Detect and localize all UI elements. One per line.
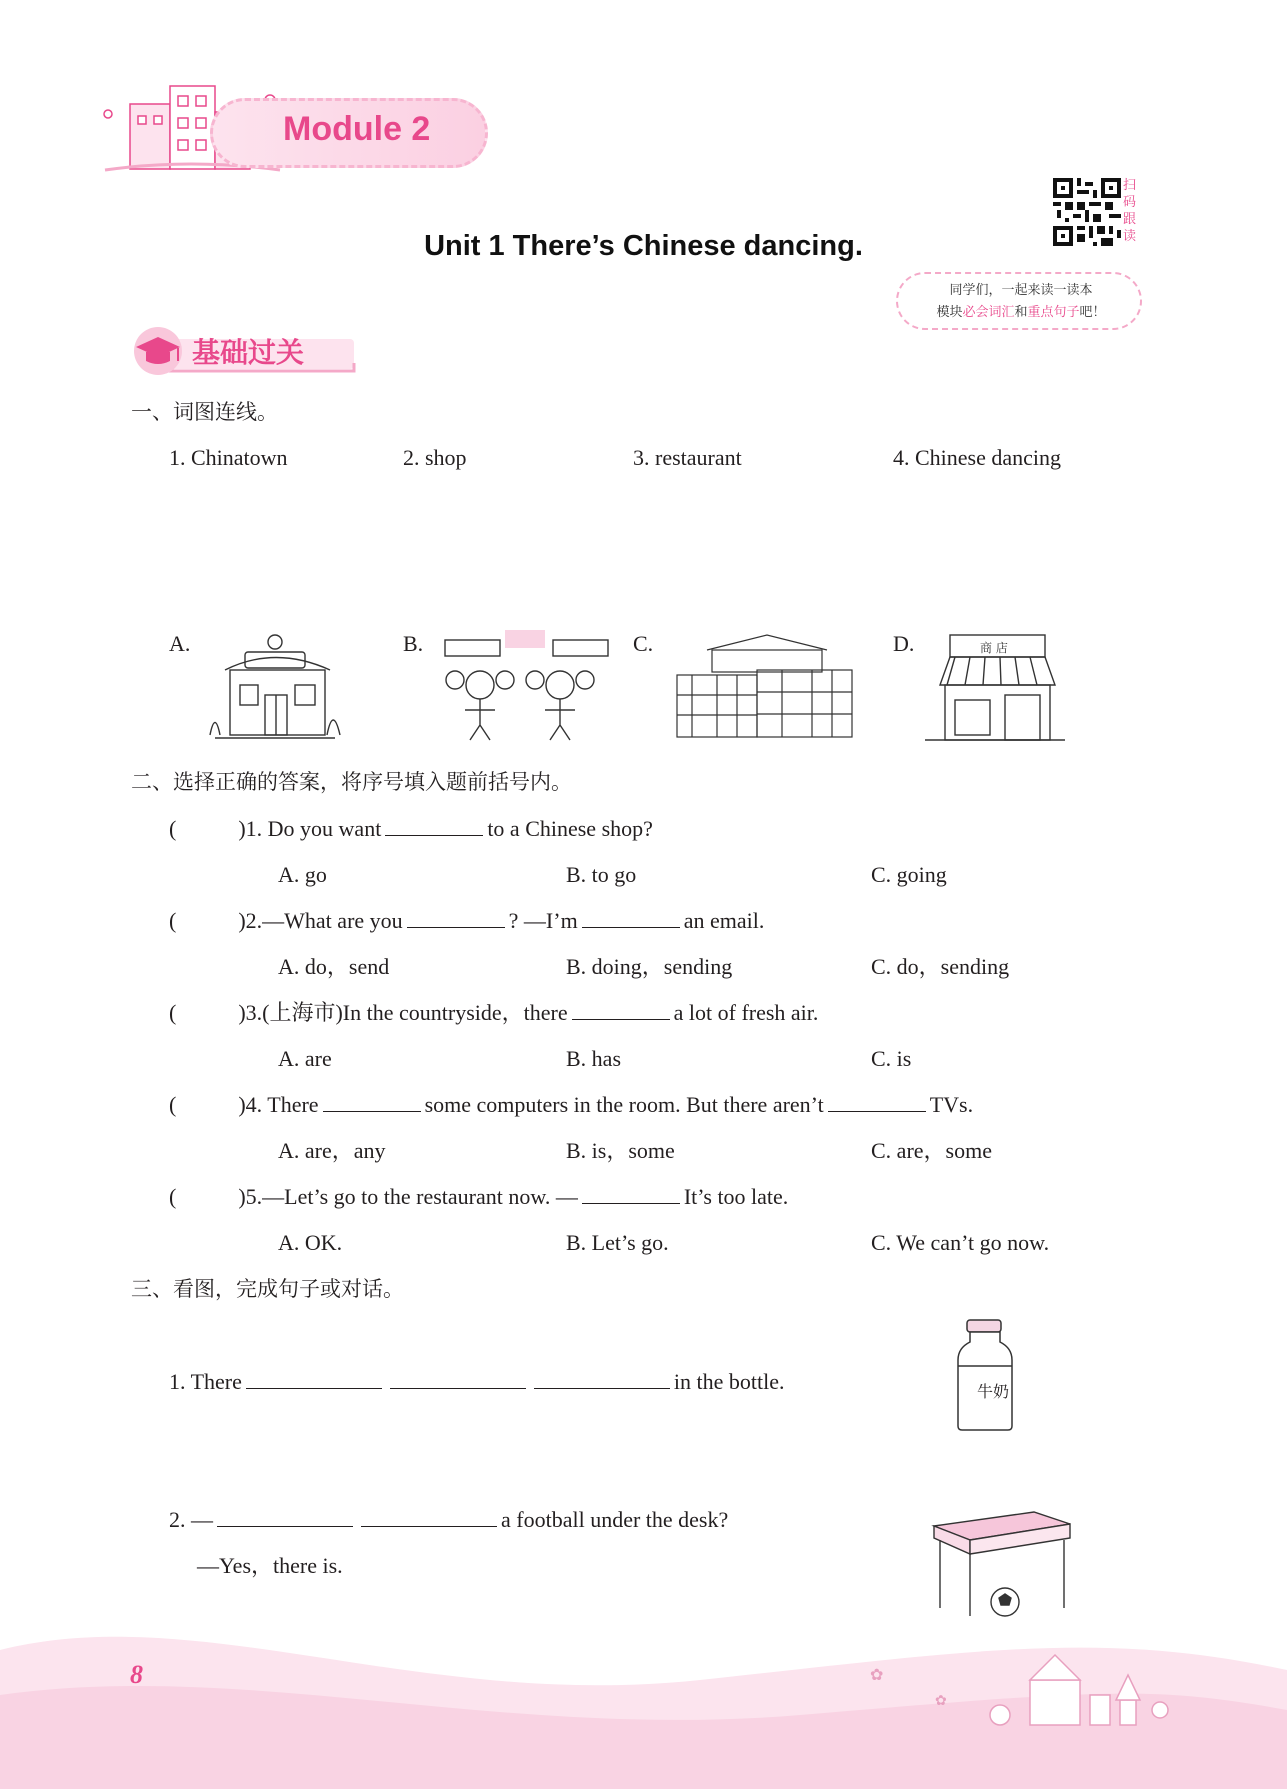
part2-heading: 二、选择正确的答案，将序号填入题前括号内。 — [131, 770, 572, 794]
bubble-line-2: 模块必会词汇和重点句子吧！ — [936, 305, 1106, 320]
q2-option-b[interactable]: B. doing，sending — [566, 954, 733, 979]
svg-text:✿: ✿ — [870, 1667, 884, 1684]
q3-option-c[interactable]: C. is — [871, 1046, 912, 1071]
svg-text:✿: ✿ — [935, 1694, 947, 1709]
picture-label-c: C. — [633, 631, 654, 656]
blank-2b[interactable] — [582, 907, 680, 928]
blank-5[interactable] — [582, 1183, 680, 1204]
q4-option-c[interactable]: C. are，some — [871, 1138, 992, 1163]
qr-side-text: 扫 码 跟 读 — [1123, 178, 1137, 244]
part1-heading: 一、词图连线。 — [131, 400, 278, 424]
q1-option-a[interactable]: A. go — [278, 862, 327, 887]
q2-option-a[interactable]: A. do，send — [278, 954, 390, 979]
word-2: 2. shop — [403, 445, 467, 470]
q3-option-b[interactable]: B. has — [566, 1046, 621, 1071]
picture-label-b: B. — [403, 631, 424, 656]
part3-question-1: 1. There in the bottle. — [169, 1369, 785, 1394]
word-1: 1. Chinatown — [169, 445, 288, 470]
blank-p3-2b[interactable] — [361, 1506, 497, 1527]
bottle-label: 牛奶 — [976, 1382, 1009, 1401]
blank-p3-1c[interactable] — [534, 1368, 670, 1389]
q3-option-a[interactable]: A. are — [278, 1046, 332, 1071]
restaurant-picture — [205, 630, 345, 745]
question-2: ( )2.—What are you ? —I’m an email. — [169, 908, 765, 933]
q1-option-b[interactable]: B. to go — [566, 862, 637, 887]
word-3: 3. restaurant — [633, 445, 742, 470]
q5-option-a[interactable]: A. OK. — [278, 1230, 343, 1255]
question-1: ( )1. Do you want to a Chinese shop? — [169, 816, 653, 841]
blank-p3-1a[interactable] — [246, 1368, 382, 1389]
blank-3[interactable] — [572, 999, 670, 1020]
q5-option-b[interactable]: B. Let’s go. — [566, 1230, 669, 1255]
q4-option-b[interactable]: B. is，some — [566, 1138, 675, 1163]
blank-2a[interactable] — [407, 907, 505, 928]
q4-option-a[interactable]: A. are，any — [278, 1138, 386, 1163]
desk-football-icon — [930, 1508, 1075, 1620]
chinatown-picture — [672, 630, 857, 745]
blank-p3-2a[interactable] — [217, 1506, 353, 1527]
q2-option-c[interactable]: C. do，sending — [871, 954, 1010, 979]
blank-1[interactable] — [385, 815, 483, 836]
blank-4b[interactable] — [828, 1091, 926, 1112]
part3-heading: 三、看图，完成句子或对话。 — [131, 1277, 404, 1301]
shop-picture — [925, 630, 1065, 745]
bubble-text — [905, 280, 1137, 324]
module-title: Module 2 — [283, 110, 431, 148]
part3-question-2: 2. — a football under the desk? — [169, 1507, 729, 1532]
chinese-dancing-picture — [435, 630, 615, 745]
page-number: 8 — [130, 1660, 143, 1689]
unit-title: Unit 1 There’s Chinese dancing. — [424, 230, 863, 262]
blank-p3-1b[interactable] — [390, 1368, 526, 1389]
part3-answer-2: —Yes，there is. — [197, 1553, 343, 1578]
milk-bottle-icon — [950, 1318, 1020, 1433]
q1-option-c[interactable]: C. going — [871, 862, 947, 887]
bottom-wave-decoration — [0, 1600, 1287, 1789]
word-4: 4. Chinese dancing — [893, 445, 1062, 470]
question-3: ( )3.(上海市)In the countryside，there a lot of fresh air. — [169, 1000, 819, 1025]
q5-option-c[interactable]: C. We can’t go now. — [871, 1230, 1050, 1255]
question-5: ( )5.—Let’s go to the restaurant now. — It’s too late. — [169, 1184, 789, 1209]
blank-4a[interactable] — [323, 1091, 421, 1112]
picture-label-a: A. — [169, 631, 191, 656]
question-4: ( )4. There some computers in the room. But there aren’t TVs. — [169, 1092, 974, 1117]
picture-label-d: D. — [893, 631, 915, 656]
bubble-line-1: 同学们，一起来读一读本 — [949, 283, 1093, 298]
answer-paren-open: ( — [169, 816, 177, 841]
svg-text:商 店: 商 店 — [980, 641, 1008, 655]
section-title: 基础过关 — [192, 336, 305, 369]
